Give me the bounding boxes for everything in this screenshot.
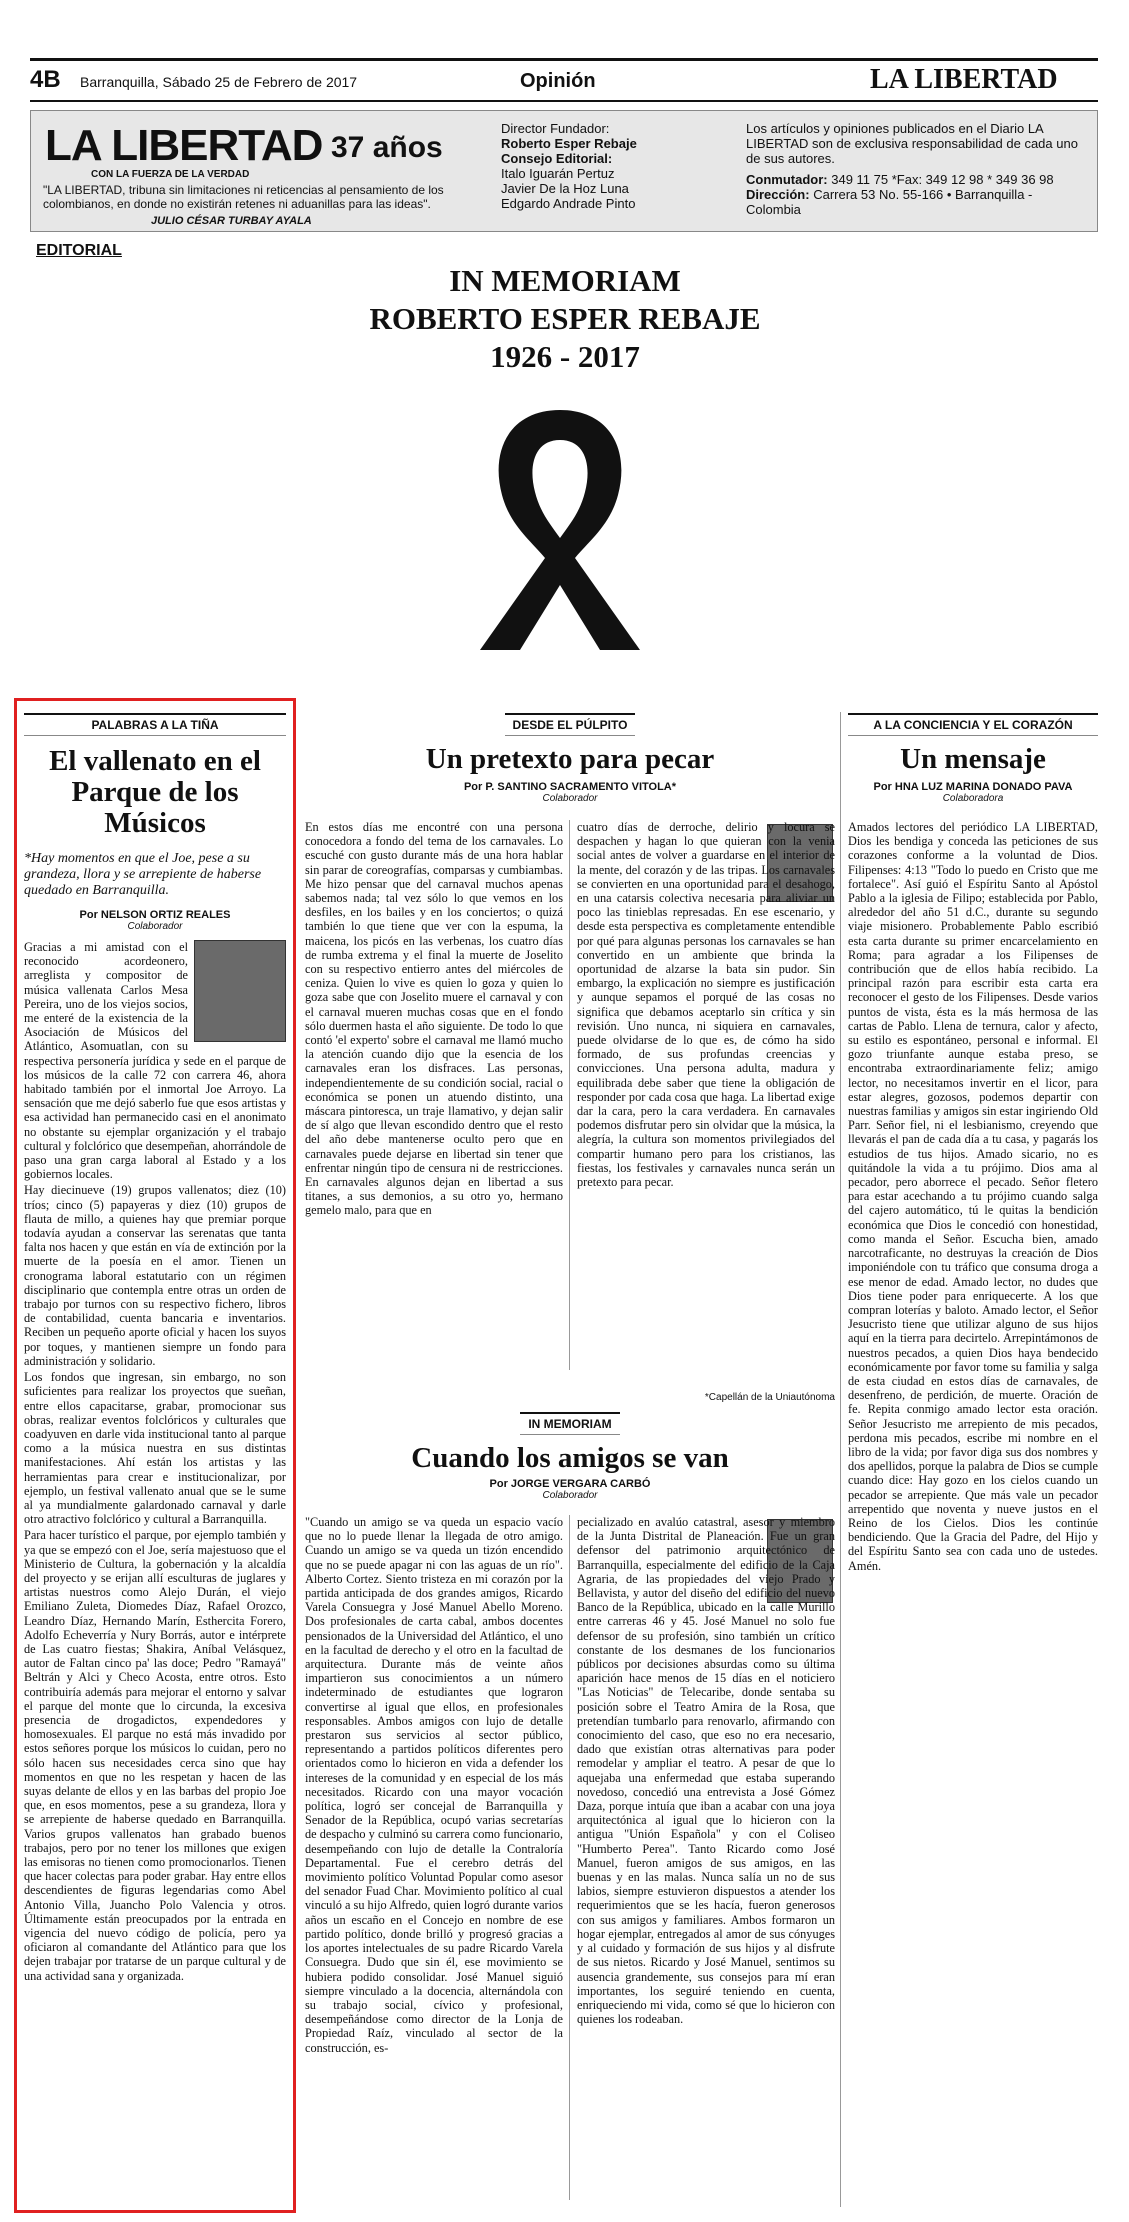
memoriam-title [240, 262, 890, 376]
address-label: Dirección: [746, 187, 810, 202]
phone-numbers: 349 11 75 *Fax: 349 12 98 * 349 36 98 [831, 172, 1054, 187]
masthead [30, 110, 1098, 232]
masthead-staff [501, 121, 751, 211]
article-kicker: IN MEMORIAM [520, 1412, 620, 1435]
masthead-quote-author: JULIO CÉSAR TURBAY AYALA [151, 215, 312, 227]
council-member: Javier De la Hoz Luna [501, 181, 629, 196]
mourning-ribbon-icon [440, 400, 680, 660]
memoriam-years: 1926 - 2017 [490, 339, 640, 374]
article-author: Por P. SANTINO SACRAMENTO VITOLA* [463, 781, 677, 793]
article-role: Colaborador [542, 793, 598, 804]
article-mensaje [848, 713, 1098, 804]
masthead-quote: "LA LIBERTAD, tribuna sin limitaciones ni reticencias al pensamiento de los colombianos, en donde no existirán retenes ni aduanillas para las ideas". [43, 183, 444, 211]
director-name: Roberto Esper Rebaje [501, 136, 637, 151]
director-label: Director Fundador: [501, 121, 610, 136]
masthead-years: 37 años [331, 131, 443, 164]
article-footnote: *Capellán de la Uniautónoma [704, 1392, 835, 1403]
masthead-logo: LA LIBERTAD [45, 121, 323, 170]
article-author: Por NELSON ORTIZ REALES [79, 909, 231, 921]
masthead-contact [746, 121, 1086, 217]
article-lede: *Hay momentos en que el Joe, pese a su grandeza, llora y se arrepiente de haberse quedado en Barranquilla. [24, 851, 262, 898]
column-divider [569, 820, 570, 1370]
article-headline: Cuando los amigos se van [411, 1442, 729, 1474]
column-divider [840, 712, 841, 2207]
article-body-left: En estos días me encontré con una persona conocedora a fondo del tema de los carnavales. Lo escuché con gusto durante más de una hora hablar sin parar de coreografías, comparsas y cumbiambas. Me hizo pensar que del carnaval muchos apenas sabemos nada; tal vez sólo lo que vemos en los desfiles, en los bailes y en los conciertos; o quizá también lo que tiene que ver con la espuma, la maicena, los picós en las verbenas, los cuatro días de rumba extrema y el final la muerte de Joselito con su respectivo entierro antes del miércoles de ceniza. Quien lo vive es quien lo goza y quien lo goza sabe que con Joselito muere el carnaval y con el carnaval mueren muchas cosas que en el fondo sólo duermen hasta el año siguiente. De todo lo que contó 'el experto' sobre el carnaval me llamó mucho la atención cuando dijo que la esencia de los carnavales eran los disfraces. Las personas, independientemente de su condición social, racial o económica se ponen un atuendo distinto, una máscara pintoresca, un traje llamativo, y dejan salir de sí algo que llevan escondido dentro que el resto del año debe mantenerse oculto pero que en carnavales puede dejarse en libertad sin tener que enfrentar ningún tipo de censura ni de restricciones. En carnavales algunos dejan en libertad a sus titanes, a sus demonios, a su otro yo, hermano gemelo malo, para que en [305, 820, 563, 1218]
article-body-right: cuatro días de derroche, delirio y locura se despachen y hagan lo que quieran con la venia social antes de volver a guardarse en el interior de la mente, del corazón y de las tripas. Los carnavales se convierten en una oportunidad para el desahogo, en una catarsis colectiva necesaria para aliviar un poco las tinieblas represadas. En ese escenario, y desde esta perspectiva es completamente entendible por qué para algunas personas los carnavales se han convertido en un ambiente que brinda la oportunidad de alzarse la bata sin pudor. Sin embargo, la explicación no siempre es justificación y aunque sepamos el porqué de las cosas no significa que debamos aceptarlo sin crítica y sin revisión. Uno nunca, ni siquiera en carnavales, puede olvidarse de lo que es, de cómo ha sido formado, de sus profundas creencias y convicciones. Una persona adulta, madura y equilibrada debe saber que tiene la obligación de responder por cada cosa que haga. La libertad exige dar la cara, pero la cara verdadera. En carnavales podemos disfrutar pero sin olvidar que la música, la alegría, la cultura son momentos privilegiados del compartir humano pero para los cristianos, las fiestas, los festivales y carnavales nunca serán un pretexto para pecar. [577, 820, 835, 1190]
article-vallenato [24, 713, 286, 1985]
header-top-rule [30, 58, 1098, 61]
issue-date: Barranquilla, Sábado 25 de Febrero de 2017 [80, 74, 358, 90]
article-kicker: PALABRAS A LA TIÑA [24, 713, 286, 736]
article-role: Colaborador [542, 1490, 598, 1501]
page-number: 4B [30, 66, 61, 93]
article-author: Por JORGE VERGARA CARBÓ [489, 1478, 651, 1490]
masthead-slogan: CON LA FUERZA DE LA VERDAD [91, 169, 250, 180]
article-headline: El vallenato en el Parque de los Músicos [49, 745, 261, 839]
article-body-right: pecializado en avalúo catastral, asesor y miembro de la Junta Distrital de Planeación. Fue un gran defensor del patrimonio arquitectónico de Barranquilla, especialmente del edificio de la Caja Agraria, de las propiedades del viejo Prado y Bellavista, y autor del diseño del edificio del nuevo Banco de la República, ubicado en la calle Murillo entre carreras 46 y 45. José Manuel no solo fue defensor de su profesión, sino también un crítico constante de los desmanes de los funcionarios públicos por decisiones absurdas como su última aparición hace menos de 15 días en el noticiero "Las Noticias" de Telecaribe, donde sentaba su posición sobre el Teatro Amira de la Rosa, que pretendían tumbarlo para renovarlo, afirmando con conocimiento del caso, que eso no era necesario, dado que existían otras alternativas para poder remodelar y ampliar el teatro. A pesar de que lo aquejaba una enfermedad que estaba superando novedoso, concedió una entrevista a José Gómez Daza, porque intuía que iban a acabar con una joya arquitectónica al igual que lo hicieron con la antigua "Unión Española" y con el Coliseo "Humberto Perea". Tanto Ricardo como José Manuel, fueron amigos de sus amigos, en las buenas y en las malas. Nunca salía un no de sus labios, siempre estuvieron dispuestos a atender los requerimientos que se les hacía, fueron generosos con sus amigos y familiares. Ambos formaron un hogar ejemplar, entregados al amor de sus cónyuges y al cuidado y formación de sus hijos y al disfrute de sus nietos. Ricardo y José Manuel, sentimos su ausencia grandemente, sus consejos para mí eran importantes, los seguiré teniendo en cuenta, enriqueciendo mi vida, como sé que lo hicieron con quienes los rodeaban. [577, 1515, 835, 2027]
editorial-label: EDITORIAL [36, 242, 122, 259]
paper-name: LA LIBERTAD [870, 64, 1058, 95]
article-body [24, 940, 286, 1983]
council-label: Consejo Editorial: [501, 151, 613, 166]
paragraph: Para hacer turístico el parque, por ejemplo también y ya que se empezó con el Joe, sería majestuoso que el Ministerio de Cultura, la gobernación y la alcaldía del proyecto y se erijan allí esculturas de juglares y artistas nuestros como Alejo Durán, el viejo Emiliano Zuleta, Diomedes Díaz, Rafael Orozco, Leandro Díaz, Hernando Marín, Esthercita Forero, Adolfo Echeverría y Nury Borrás, autor e intérprete de Las cuatro fiestas; Shakira, Aníbal Velásquez, autor de Faltan cinco pa' las doce; Pedro "Ramayá" Beltrán y Alci y Checo Acosta, entre otros. Esto contribuiría además para mejorar el entorno y salvar el parque del monte que lo circunda, la excesiva presencia de drogadictos, expendedores y homosexuales. El parque no está más invadido por estos señores porque los músicos lo cuidan, pero no sólo hacen sus necesidades cerca sino que hay momentos en que no les respetan y hacen de las suyas delante de ellos y en las barbas del propio Joe que, en esos momentos, pese a su grandeza, llora y se arrepiente de haberse quedado en Barranquilla. Varios grupos vallenatos han grabado buenos trabajos, pero por no tener los millones que exigen las emisoras no tienen como promocionarlos. Tienen que hacer colectas para poder grabar. Hay entre ellos descendientes de figuras legendarias como Abel Antonio Villa, Juancho Polo Valencia y otros. Últimamente están preocupados por la entrada en vigencia del nuevo código de policía, pero ya oficiaron al comandante del Atlántico para que los dejen trabajar por tratarse de un parque cultural y de una actividad sana y organizada. [24, 1528, 286, 1983]
article-body-left: "Cuando un amigo se va queda un espacio vacío que no lo puede llenar la llegada de otro amigo. Cuando un amigo se va queda un tizón encendido que no se puede apagar ni con las aguas de un río". Alberto Cortez. Siento tristeza en mi corazón por la partida anticipada de dos grandes amigos, Ricardo Varela Consuegra y José Manuel Abello Moreno. Dos profesionales de carta cabal, ambos docentes pensionados de la Universidad del Atlántico, el uno en la facultad de derecho y el otro en la facultad de arquitectura. Durante más de veinte años impartieron sus conocimientos a un número indeterminado de estudiantes que lograron convertirse al igual que ellos, en profesionales responsables. Ambos amigos con lujo de detalle prestaron sus servicios al sector público, representando a partidos políticos diferentes pero orientados como lo hicieron en vida a defender los intereses de la comunidad y en especial de los más necesitados. Ricardo con una mayor vocación política, logró ser concejal de Barranquilla y Senador de la República, ocupó varias secretarías de despacho y culminó su carrera como funcionario, desempeñando con lujo de detalle la Contraloría Departamental. Fue el cerebro detrás del movimiento político Voluntad Popular como asesor del senador Fuad Char. Movimiento político al cual vinculó a su hijo Alfredo, quien logró durante varios años un escaño en el Concejo en nombre de ese partido político, donde brilló y progresó gracias a los aportes intelectuales de su padre Ricardo Varela Consuegra. Dudo que sin él, ese movimiento se hubiera podido consolidar. José Manuel siguió siempre vinculado a la docencia, alternándola con su trabajo social, cívico y profesional, desempeñándose como director de la Lonja de Propiedad Raíz, vinculado al sector de la construcción, es- [305, 1515, 563, 2055]
article-role: Colaborador [127, 921, 183, 932]
paragraph: Gracias a mi amistad con el reconocido acordeonero, arreglista y compositor de música vallenata Carlos Mesa Pereira, uno de los viejos socios, me enteré de la existencia de la Asociación de Músicos del Atlántico, Asomuatlan, con su respectiva personería jurídica y sede en el parque de los músicos de la calle 72 con carrera 46, ahora habitado también por el inmortal Joe Arroyo. La sensación que me dejó saberlo fue que esos artistas y esa actividad han permanecido casi en el anonimato no obstante su ejemplar organización y el trabajo cultural y folclórico que desempeñan, ahorrándole de paso una gran carga laboral al Estado y a los gobiernos locales. [24, 940, 286, 1182]
article-amigos [305, 1412, 835, 1501]
paragraph: Hay diecinueve (19) grupos vallenatos; diez (10) tríos; cinco (5) papayeras y diez (10) grupos de flauta de millo, a quienes hay que premiar porque todavía ayudan a conservar las serenatas que tanta falta nos hacen y que están en vía de extinción por la muerte de la poesía en el amor. Tienen un cronograma laboral estatutario con un régimen disciplinario que contempla entre otras un orden de trabajo por turnos con su respectivo fichero, libros de contabilidad, cuenta bancaria e inventarios. Reciben un pequeño aporte oficial y hacen los suyos por toques, y mantienen siempre un fondo para administración y solidario. [24, 1183, 286, 1368]
section-title: Opinión [520, 70, 596, 92]
memoriam-line: IN MEMORIAM [449, 263, 681, 298]
column-divider [569, 1515, 570, 2200]
article-body: Amados lectores del periódico LA LIBERTAD, Dios les bendiga y conceda las peticiones de sus corazones conforme a la voluntad de Dios. Filipenses: 4:13 "Todo lo puedo en Cristo que me fortalece". Así guió el Espíritu Santo al Apóstol Pablo a la iglesia de Filipo; establecida por Pablo, alrededor del año 51 d.C., durante su segundo viaje misionero. Probablemente Pablo escribió esta carta durante su primer encarcelamiento en Roma; para agradar a los Filipenses de contribución que de ellos había recibido. La principal razón para escribir esta carta era reconocer el gesto de los Filipenses. Desde varios puntos de vista, ésta es la más hermosa de las cartas de Pablo. Llena de ternura, calor y afecto, su estilo es espontáneo, personal e informal. El gozo triunfante aunque estaba preso, se encontraba extraordinariamente feliz; amigo lector, no necesitamos invertir en el licor, para estar alegres, gozosos, podemos departir con nuestras familias y amigos sin estar ingiriendo Old Parr. Señor fiel, ni el lesbianismo, creyendo que llevarás el pan de cada día a tu casa, y pagarás los estudios de tus hijos. Amado sicario, no es quitándole la vida a tu prójimo. Dios ama al pecador, pero aborrece el pecado. Señor fletero para estar acechando a tu prójimo cuando salga del cajero automático, tú le quitas la bendición económica que Dios le concedió con honestidad, como manda el Señor. Escucha bien, amado narcotraficante, no destruyas la creación de Dios imponiéndole con tu tráfico que consuma droga a ese menor de edad. Amado lector, no dudes que Dios tiene poder para enriquecerte. A los que compran loterías y baloto. Amado lector, el Señor Jesucristo tiene que utilizar alguno de sus hijos aquí en la tierra para decirtelo. Arrepintámonos de nuestros pecados, a quien Dios haya bendecido económicamente por favor tome su familia y salga de esta ciudad en estos días de carnavales, de desenfreno, de perdición, de muerte. Oración de fe. Repita conmigo amado lector esta oración. Señor Jesucristo me arrepiento de mis pecados, perdona mis pecados, escribe mi nombre en el libro de la vida; por favor diga sus dos nombres y dos apellidos, porque la palabra de Dios se cumple cuando dice: Hay gozo en los cielos cuando un pecador se arrepiente. Que más vale un pecador arrepentido que noventa y nueve justos en el Reino de los Cielos. Dios les continúe bendiciendo. Que la Gracia del Padre, del Hijo y del Espíritu Santo sea con cada uno de ustedes. Amén. [848, 820, 1098, 1573]
article-kicker: A LA CONCIENCIA Y EL CORAZÓN [848, 713, 1098, 736]
council-member: Edgardo Andrade Pinto [501, 196, 636, 211]
article-role: Colaboradora [942, 793, 1004, 804]
article-pretexto [305, 713, 835, 804]
article-headline: Un pretexto para pecar [425, 743, 715, 775]
header-bottom-rule [30, 100, 1098, 102]
author-photo [194, 940, 286, 1042]
phone-label: Conmutador: [746, 172, 828, 187]
council-member: Italo Iguarán Pertuz [501, 166, 615, 181]
address: Carrera 53 No. 55-166 • Barranquilla - Colombia [746, 187, 1033, 217]
paragraph: Los fondos que ingresan, sin embargo, no son suficientes para realizar los proyectos que sueñan, entre ellos capacitarse, grabar, promocionar sus obras, realizar eventos folclóricos y culturales que coadyuven en darle vida institucional tanto al parque como a la música nuestra en sus distintas manifestaciones. Ahí están los artistas y las herramientas para crear e institucionalizar, por ejemplo, un festival vallenato anual que se le sume al ya mundialmente galardonado carnaval y darle otro atractivo folclórico y cultural a Barranquilla. [24, 1370, 286, 1527]
article-headline: Un mensaje [900, 743, 1046, 775]
article-kicker: DESDE EL PÚLPITO [505, 713, 635, 736]
memoriam-name: ROBERTO ESPER REBAJE [369, 301, 761, 336]
article-author: Por HNA LUZ MARINA DONADO PAVA [873, 781, 1073, 793]
disclaimer: Los artículos y opiniones publicados en el Diario LA LIBERTAD son de exclusiva responsabilidad de cada uno de sus autores. [746, 121, 1078, 166]
